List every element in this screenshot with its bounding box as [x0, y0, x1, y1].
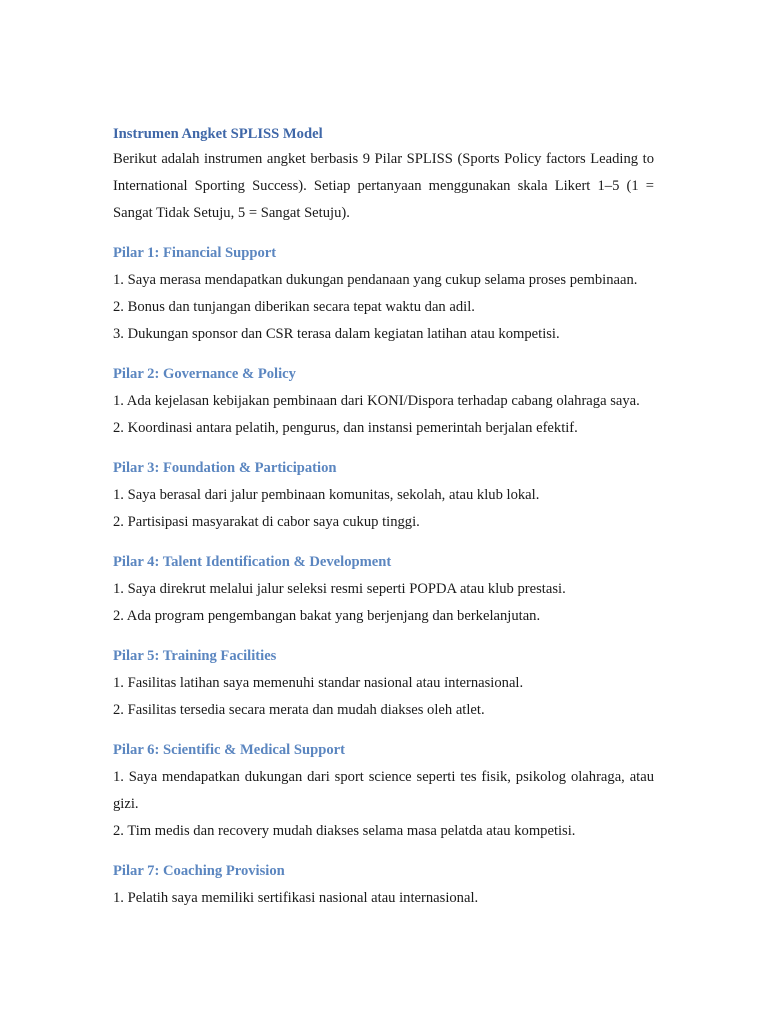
section-heading: Pilar 7: Coaching Provision — [113, 863, 285, 879]
question-item: 1. Pelatih saya memiliki sertifikasi nasional atau internasional. — [113, 890, 479, 906]
section-pilar-5 — [113, 643, 654, 724]
question-item: 1. Saya direkrut melalui jalur seleksi resmi seperti POPDA atau klub prestasi. — [113, 581, 566, 597]
question-item: 1. Saya mendapatkan dukungan dari sport science seperti tes fisik, psikolog olahraga, atau gizi. — [113, 769, 654, 812]
question-item: 1. Saya berasal dari jalur pembinaan komunitas, sekolah, atau klub lokal. — [113, 487, 540, 503]
question-item: 2. Koordinasi antara pelatih, pengurus, dan instansi pemerintah berjalan efektif. — [113, 420, 578, 436]
section-pilar-4 — [113, 549, 654, 630]
question-item: 2. Bonus dan tunjangan diberikan secara tepat waktu dan adil. — [113, 299, 475, 315]
section-heading: Pilar 4: Talent Identification & Development — [113, 554, 392, 570]
section-pilar-2 — [113, 361, 654, 442]
document-title: Instrumen Angket SPLISS Model — [113, 126, 323, 142]
intro-paragraph: Berikut adalah instrumen angket berbasis 9 Pilar SPLISS (Sports Policy factors Leading to International Sporting Success). Setiap pertanyaan menggunakan skala Likert 1–5 (1 = Sangat Tidak Setuju, 5 = Sangat Setuju). — [113, 151, 654, 221]
section-pilar-1 — [113, 240, 654, 348]
question-item: 2. Tim medis dan recovery mudah diakses selama masa pelatda atau kompetisi. — [113, 823, 576, 839]
question-item: 1. Saya merasa mendapatkan dukungan pendanaan yang cukup selama proses pembinaan. — [113, 272, 638, 288]
question-item: 2. Ada program pengembangan bakat yang berjenjang dan berkelanjutan. — [113, 608, 541, 624]
question-item: 2. Partisipasi masyarakat di cabor saya cukup tinggi. — [113, 514, 420, 530]
question-item: 3. Dukungan sponsor dan CSR terasa dalam kegiatan latihan atau kompetisi. — [113, 326, 560, 342]
section-pilar-7 — [113, 858, 654, 912]
section-heading: Pilar 1: Financial Support — [113, 245, 277, 261]
section-heading: Pilar 5: Training Facilities — [113, 648, 277, 664]
question-item: 1. Ada kejelasan kebijakan pembinaan dari KONI/Dispora terhadap cabang olahraga saya. — [113, 393, 640, 409]
section-heading: Pilar 2: Governance & Policy — [113, 366, 296, 382]
section-pilar-6 — [113, 737, 654, 845]
question-item: 1. Fasilitas latihan saya memenuhi standar nasional atau internasional. — [113, 675, 524, 691]
question-item: 2. Fasilitas tersedia secara merata dan mudah diakses oleh atlet. — [113, 702, 485, 718]
section-pilar-3 — [113, 455, 654, 536]
section-heading: Pilar 6: Scientific & Medical Support — [113, 742, 345, 758]
section-heading: Pilar 3: Foundation & Participation — [113, 460, 337, 476]
document-page — [113, 122, 654, 912]
